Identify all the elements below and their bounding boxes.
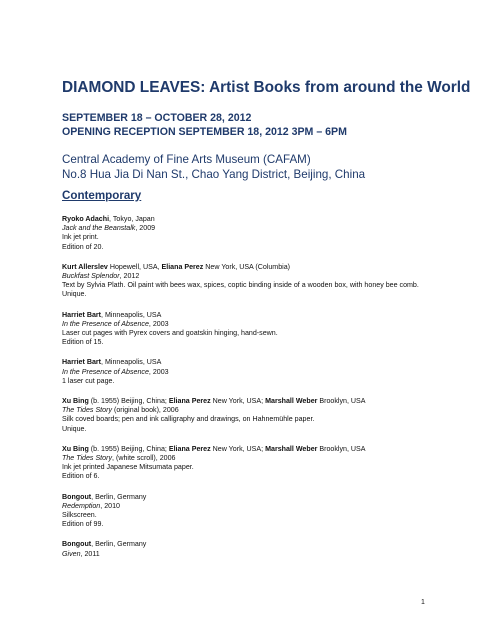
artist-location: New York, USA;: [210, 444, 266, 453]
artist-name: Eliana Perez: [161, 262, 204, 271]
artist-location: , Tokyo, Japan: [109, 215, 155, 223]
artist-name: Harriet Bart: [62, 358, 102, 367]
artist-location: New York, USA (Columbia): [203, 262, 291, 271]
artist-location: Brooklyn, USA: [317, 397, 366, 406]
artist-name: Eliana Perez: [168, 397, 211, 406]
work-description: Silk coved boards; pen and ink calligraphy and drawings, on Hahnemühle paper.: [62, 415, 315, 424]
work-description: Laser cut pages with Pyrex covers and goatskin hinging, hand-sewn.: [62, 329, 278, 338]
work-edition: Edition of 20.: [62, 242, 104, 251]
work-edition: Unique.: [62, 290, 87, 299]
artist-name: Kurt Allerslev: [62, 262, 108, 271]
work-edition: Edition of 99.: [62, 520, 104, 529]
artist-location: (b. 1955) Beijing, China;: [88, 444, 169, 453]
entry-list: [62, 215, 437, 570]
page-number: 1: [421, 599, 425, 606]
artist-location: , Minneapolis, USA: [101, 310, 162, 319]
artist-name: Ryoko Adachi: [62, 215, 110, 223]
work-title: Jack and the Beanstalk: [62, 224, 136, 233]
artist-location: , Berlin, Germany: [91, 492, 147, 501]
artist-location: Hopewell, USA,: [107, 262, 162, 271]
work-year: , 2009: [135, 224, 156, 233]
exhibition-dates: [62, 112, 347, 139]
artist-name: Eliana Perez: [168, 444, 211, 453]
list-item: [62, 493, 437, 530]
work-edition: Unique.: [62, 424, 87, 433]
work-year: , (white scroll), 2006: [112, 454, 176, 463]
opening-reception: OPENING RECEPTION SEPTEMBER 18, 2012 3PM – 6PM: [62, 125, 347, 138]
work-year: , 2011: [80, 549, 100, 558]
work-title: In the Presence of Absence: [62, 367, 149, 376]
artist-location: (b. 1955) Beijing, China;: [88, 397, 169, 406]
work-title: Redemption: [62, 501, 101, 510]
list-item: [62, 445, 437, 482]
list-item: [62, 397, 437, 434]
list-item: [62, 540, 437, 558]
artist-name: Xu Bing: [62, 397, 89, 406]
work-description: 1 laser cut page.: [62, 376, 115, 385]
work-year: , 2003: [148, 319, 169, 328]
work-title: The Tides Story: [62, 454, 113, 463]
artist-location: New York, USA;: [210, 397, 266, 406]
work-year: , 2003: [148, 367, 169, 376]
venue-name: Central Academy of Fine Arts Museum (CAFAM): [62, 153, 311, 166]
work-edition: Edition of 6.: [62, 472, 100, 481]
work-description: Ink jet print.: [62, 233, 99, 242]
venue-address: No.8 Hua Jia Di Nan St., Chao Yang District, Beijing, China: [62, 168, 366, 181]
artist-name: Marshall Weber: [265, 444, 318, 453]
artist-name: Xu Bing: [62, 444, 89, 453]
work-title: Given: [62, 549, 81, 558]
work-title: The Tides Story: [62, 406, 113, 415]
venue-block: [62, 152, 365, 182]
work-description: Silkscreen.: [62, 511, 97, 520]
work-year: , 2012: [119, 272, 140, 281]
work-edition: Edition of 15.: [62, 338, 104, 347]
work-description: Text by Sylvia Plath. Oil paint with bees wax, spices, coptic binding inside of a wooden box, with honey bee comb.: [62, 281, 419, 290]
artist-name: Harriet Bart: [62, 310, 102, 319]
artist-name: Bongout: [62, 540, 92, 549]
work-year: (original book), 2006: [112, 406, 179, 415]
work-title: In the Presence of Absence: [62, 319, 149, 328]
work-description: Ink jet printed Japanese Mitsumata paper.: [62, 463, 194, 472]
work-year: , 2010: [100, 501, 120, 510]
artist-location: , Berlin, Germany: [91, 540, 147, 549]
artist-name: Marshall Weber: [265, 397, 318, 406]
list-item: [62, 263, 437, 300]
artist-name: Bongout: [62, 492, 92, 501]
list-item: [62, 358, 437, 386]
section-heading: Contemporary: [62, 189, 142, 202]
list-item: [62, 215, 437, 252]
document-title: DIAMOND LEAVES: Artist Books from around the World: [62, 79, 471, 96]
date-range: SEPTEMBER 18 – OCTOBER 28, 2012: [62, 112, 252, 124]
list-item: [62, 311, 437, 348]
work-title: Buckfast Splendor: [62, 272, 120, 281]
artist-location: Brooklyn, USA: [317, 444, 366, 453]
artist-location: , Minneapolis, USA: [101, 358, 162, 367]
